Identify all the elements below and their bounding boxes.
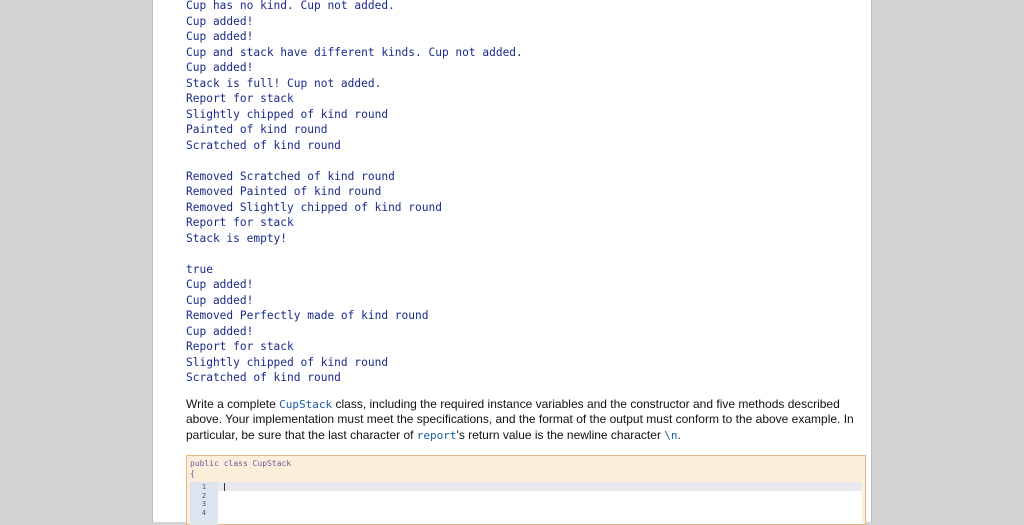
code-header-line-2: { xyxy=(190,469,195,478)
output-line: Removed Scratched of kind round xyxy=(186,169,395,183)
output-line: Cup and stack have different kinds. Cup not added. xyxy=(186,45,523,59)
desc-text-3: 's return value is the newline character xyxy=(456,427,665,442)
output-line: Report for stack xyxy=(186,216,294,229)
output-line: Cup has no kind. Cup not added. xyxy=(186,0,395,12)
active-line-highlight xyxy=(218,482,862,491)
output-line: Removed Painted of kind round xyxy=(186,185,382,198)
output-line: Removed Perfectly made of kind round xyxy=(186,309,429,322)
line-number: 3 xyxy=(201,500,207,508)
output-line: Scratched of kind round xyxy=(186,138,341,152)
desc-text-1: Write a complete xyxy=(186,397,280,411)
desc-code-classname: CupStack xyxy=(279,398,333,411)
line-number: 1 xyxy=(201,483,207,491)
output-line: Cup added! xyxy=(186,278,254,291)
instructions-paragraph xyxy=(186,397,866,443)
output-line: Removed Slightly chipped of kind round xyxy=(186,200,442,214)
output-line: Cup added! xyxy=(186,61,254,74)
output-line: Cup added! xyxy=(186,14,254,28)
desc-code-report: report xyxy=(416,428,457,442)
code-header xyxy=(190,459,291,479)
desc-code-newline: \n xyxy=(664,428,678,442)
output-line xyxy=(186,153,523,169)
output-line xyxy=(186,246,523,262)
output-line: Slightly chipped of kind round xyxy=(186,107,389,121)
line-number: 2 xyxy=(201,491,207,500)
desc-text-4: . xyxy=(677,427,681,442)
output-line: Stack is empty! xyxy=(186,231,288,245)
code-editor[interactable] xyxy=(190,482,862,524)
output-line: Slightly chipped of kind round xyxy=(186,355,389,369)
output-line: Scratched of kind round xyxy=(186,371,341,384)
output-line: Stack is full! Cup not added. xyxy=(186,76,382,90)
desc-text-2: class, including the required instance variables and the constructor and five methods described above. Your implementation must meet the specifications, and the format of the output must conform to the above example. In particular, be sure that the last character of xyxy=(186,397,854,442)
output-line: Cup added! xyxy=(186,324,254,338)
code-header-line-1: public class CupStack xyxy=(190,459,292,468)
page-content xyxy=(152,0,872,522)
line-number: 4 xyxy=(201,508,207,517)
output-line: Cup added! xyxy=(186,293,254,307)
output-line: Report for stack xyxy=(186,92,294,105)
output-line: Painted of kind round xyxy=(186,123,328,136)
line-number-gutter xyxy=(190,482,218,525)
code-answer-box[interactable] xyxy=(186,455,866,525)
output-line: Report for stack xyxy=(186,340,294,353)
sample-output xyxy=(186,0,523,386)
text-cursor xyxy=(224,483,225,491)
output-line: true xyxy=(186,262,213,276)
output-line: Cup added! xyxy=(186,30,254,43)
